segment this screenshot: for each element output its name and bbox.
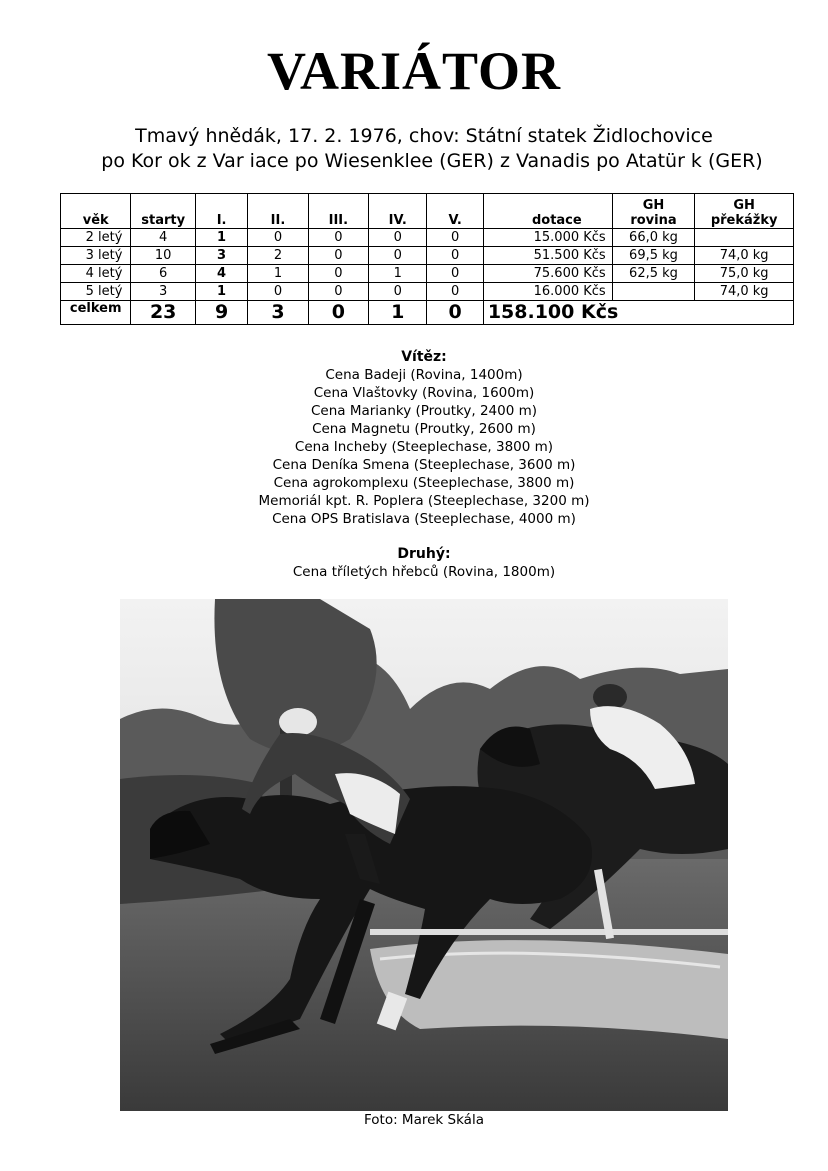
second-race-list bbox=[0, 563, 828, 581]
total-cell: 9 bbox=[195, 301, 247, 325]
second-heading: Druhý: bbox=[397, 546, 451, 562]
horse-name-title: VARIÁTOR bbox=[266, 41, 562, 101]
photo-caption: Foto: Marek Skála bbox=[364, 1112, 484, 1128]
table-cell: 1 bbox=[369, 265, 427, 283]
header-fifth: V. bbox=[427, 194, 483, 229]
header-age: věk bbox=[61, 194, 131, 229]
table-cell: 6 bbox=[131, 265, 195, 283]
total-cell: 0 bbox=[427, 301, 483, 325]
table-row bbox=[61, 247, 794, 265]
table-total-row bbox=[61, 301, 794, 325]
table-cell: 0 bbox=[427, 247, 483, 265]
race-item: Cena Vlaštovky (Rovina, 1600m) bbox=[313, 385, 535, 401]
table-cell: 51.500 Kčs bbox=[483, 247, 612, 265]
race-item: Cena Incheby (Steeplechase, 3800 m) bbox=[294, 439, 554, 455]
table-cell: 0 bbox=[369, 229, 427, 247]
table-cell: 10 bbox=[131, 247, 195, 265]
table-cell: 0 bbox=[427, 229, 483, 247]
table-cell: 4 letý bbox=[61, 265, 131, 283]
race-item: Cena tříletých hřebců (Rovina, 1800m) bbox=[292, 564, 556, 580]
race-item: Cena Deníka Smena (Steeplechase, 3600 m) bbox=[272, 457, 576, 473]
race-item: Cena Marianky (Proutky, 2400 m) bbox=[310, 403, 538, 419]
horse-description: Tmavý hnědák, 17. 2. 1976, chov: Státní statek Židlochovice bbox=[135, 125, 713, 147]
race-item: Cena Badeji (Rovina, 1400m) bbox=[325, 367, 523, 383]
table-cell: 69,5 kg bbox=[612, 247, 695, 265]
header-third: III. bbox=[308, 194, 368, 229]
race-item: Cena agrokomplexu (Steeplechase, 3800 m) bbox=[273, 475, 575, 491]
table-cell: 3 bbox=[131, 283, 195, 301]
header-gh-flat: GH rovina bbox=[612, 194, 695, 229]
table-cell: 75,0 kg bbox=[695, 265, 794, 283]
career-stats-table bbox=[60, 193, 794, 325]
race-item: Cena Magnetu (Proutky, 2600 m) bbox=[312, 421, 536, 437]
table-row bbox=[61, 283, 794, 301]
second-place-section bbox=[0, 545, 828, 581]
table-cell bbox=[695, 229, 794, 247]
table-cell: 0 bbox=[308, 265, 368, 283]
table-cell: 3 bbox=[195, 247, 247, 265]
table-cell: 2 bbox=[248, 247, 308, 265]
total-cell: 1 bbox=[369, 301, 427, 325]
table-cell: 3 letý bbox=[61, 247, 131, 265]
winner-section bbox=[0, 348, 828, 528]
table-row bbox=[61, 265, 794, 283]
race-item: Memoriál kpt. R. Poplera (Steeplechase, 3200 m) bbox=[258, 493, 590, 509]
total-cell: 3 bbox=[248, 301, 308, 325]
table-cell: 4 bbox=[131, 229, 195, 247]
table-cell: 1 bbox=[248, 265, 308, 283]
table-cell: 1 bbox=[195, 229, 247, 247]
table-row bbox=[61, 229, 794, 247]
steeplechase-photo bbox=[120, 599, 728, 1111]
table-cell: 0 bbox=[427, 283, 483, 301]
table-cell: 0 bbox=[427, 265, 483, 283]
table-cell: 2 letý bbox=[61, 229, 131, 247]
table-cell: 0 bbox=[308, 247, 368, 265]
table-cell: 74,0 kg bbox=[695, 247, 794, 265]
total-cell: 0 bbox=[308, 301, 368, 325]
table-header-row bbox=[61, 194, 794, 229]
table-cell: 16.000 Kčs bbox=[483, 283, 612, 301]
header-fourth: IV. bbox=[369, 194, 427, 229]
table-cell: 0 bbox=[369, 247, 427, 265]
total-cell: celkem bbox=[61, 301, 131, 325]
header-gh-hurdles: GH překážky bbox=[695, 194, 794, 229]
table-cell: 1 bbox=[195, 283, 247, 301]
header-starts: starty bbox=[131, 194, 195, 229]
table-cell: 0 bbox=[308, 229, 368, 247]
table-cell: 0 bbox=[248, 283, 308, 301]
header-first: I. bbox=[195, 194, 247, 229]
winner-heading: Vítěz: bbox=[401, 349, 447, 365]
header-prize-money: dotace bbox=[483, 194, 612, 229]
table-cell: 0 bbox=[369, 283, 427, 301]
table-cell: 5 letý bbox=[61, 283, 131, 301]
table-cell: 62,5 kg bbox=[612, 265, 695, 283]
total-cell: 158.100 Kčs bbox=[483, 301, 793, 325]
horse-pedigree: po Kor ok z Var iace po Wiesenklee (GER) z Vanadis po Atatür k (GER) bbox=[101, 150, 763, 172]
winner-race-list bbox=[0, 366, 828, 528]
header-second: II. bbox=[248, 194, 308, 229]
table-cell: 0 bbox=[248, 229, 308, 247]
table-cell: 75.600 Kčs bbox=[483, 265, 612, 283]
table-cell bbox=[612, 283, 695, 301]
table-cell: 4 bbox=[195, 265, 247, 283]
table-cell: 66,0 kg bbox=[612, 229, 695, 247]
table-cell: 15.000 Kčs bbox=[483, 229, 612, 247]
table-cell: 74,0 kg bbox=[695, 283, 794, 301]
race-item: Cena OPS Bratislava (Steeplechase, 4000 m) bbox=[272, 511, 576, 527]
total-cell: 23 bbox=[131, 301, 195, 325]
table-cell: 0 bbox=[308, 283, 368, 301]
